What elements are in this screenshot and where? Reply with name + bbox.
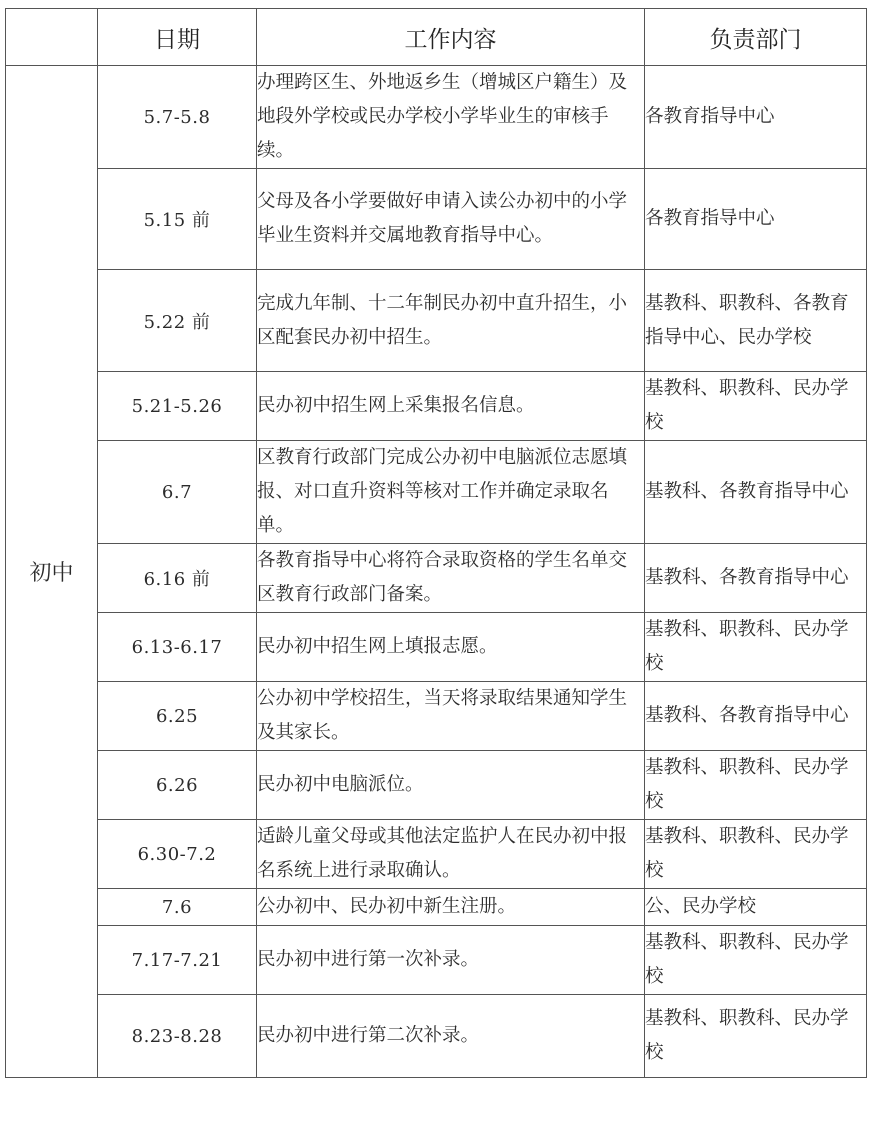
table-row <box>6 751 867 820</box>
date-cell: 6.7 <box>98 441 257 544</box>
table-row <box>6 441 867 544</box>
content-cell: 区教育行政部门完成公办初中电脑派位志愿填报、对口直升资料等核对工作并确定录取名单。 <box>257 441 645 544</box>
content-cell: 适龄儿童父母或其他法定监护人在民办初中报名系统上进行录取确认。 <box>257 820 645 889</box>
content-cell: 民办初中招生网上采集报名信息。 <box>257 372 645 441</box>
header-date: 日期 <box>98 9 257 66</box>
dept-cell: 基教科、职教科、民办学校 <box>645 613 867 682</box>
content-cell: 民办初中进行第二次补录。 <box>257 995 645 1078</box>
content-cell: 民办初中电脑派位。 <box>257 751 645 820</box>
date-cell: 5.22 前 <box>98 270 257 372</box>
date-cell: 6.26 <box>98 751 257 820</box>
dept-cell: 基教科、职教科、民办学校 <box>645 926 867 995</box>
dept-cell: 基教科、各教育指导中心 <box>645 544 867 613</box>
dept-cell: 基教科、职教科、民办学校 <box>645 751 867 820</box>
date-cell: 5.21-5.26 <box>98 372 257 441</box>
dept-cell: 各教育指导中心 <box>645 169 867 270</box>
date-cell: 8.23-8.28 <box>98 995 257 1078</box>
dept-cell: 基教科、职教科、民办学校 <box>645 372 867 441</box>
content-cell: 完成九年制、十二年制民办初中直升招生，小区配套民办初中招生。 <box>257 270 645 372</box>
table-row <box>6 169 867 270</box>
content-cell: 民办初中招生网上填报志愿。 <box>257 613 645 682</box>
dept-cell: 公、民办学校 <box>645 889 867 926</box>
table-row <box>6 372 867 441</box>
date-cell: 6.30-7.2 <box>98 820 257 889</box>
table-row <box>6 66 867 169</box>
content-cell: 民办初中进行第一次补录。 <box>257 926 645 995</box>
content-cell: 各教育指导中心将符合录取资格的学生名单交区教育行政部门备案。 <box>257 544 645 613</box>
date-cell: 6.16 前 <box>98 544 257 613</box>
header-content: 工作内容 <box>257 9 645 66</box>
dept-cell: 基教科、各教育指导中心 <box>645 441 867 544</box>
table-row <box>6 613 867 682</box>
content-cell: 父母及各小学要做好申请入读公办初中的小学毕业生资料并交属地教育指导中心。 <box>257 169 645 270</box>
table-row <box>6 544 867 613</box>
content-cell: 公办初中学校招生，当天将录取结果通知学生及其家长。 <box>257 682 645 751</box>
date-cell: 6.13-6.17 <box>98 613 257 682</box>
table-row <box>6 270 867 372</box>
date-cell: 7.17-7.21 <box>98 926 257 995</box>
date-cell: 7.6 <box>98 889 257 926</box>
level-cell: 初中 <box>6 66 98 1078</box>
content-cell: 办理跨区生、外地返乡生（增城区户籍生）及地段外学校或民办学校小学毕业生的审核手续。 <box>257 66 645 169</box>
table-row <box>6 926 867 995</box>
header-level <box>6 9 98 66</box>
header-dept: 负责部门 <box>645 9 867 66</box>
date-cell: 6.25 <box>98 682 257 751</box>
date-cell: 5.15 前 <box>98 169 257 270</box>
dept-cell: 基教科、职教科、民办学校 <box>645 820 867 889</box>
dept-cell: 各教育指导中心 <box>645 66 867 169</box>
table-row <box>6 682 867 751</box>
table-row <box>6 889 867 926</box>
table-row <box>6 820 867 889</box>
date-cell: 5.7-5.8 <box>98 66 257 169</box>
dept-cell: 基教科、职教科、各教育指导中心、民办学校 <box>645 270 867 372</box>
table-row <box>6 995 867 1078</box>
header-row <box>6 9 867 66</box>
content-cell: 公办初中、民办初中新生注册。 <box>257 889 645 926</box>
enrollment-schedule-table <box>5 8 867 1078</box>
dept-cell: 基教科、职教科、民办学校 <box>645 995 867 1078</box>
dept-cell: 基教科、各教育指导中心 <box>645 682 867 751</box>
